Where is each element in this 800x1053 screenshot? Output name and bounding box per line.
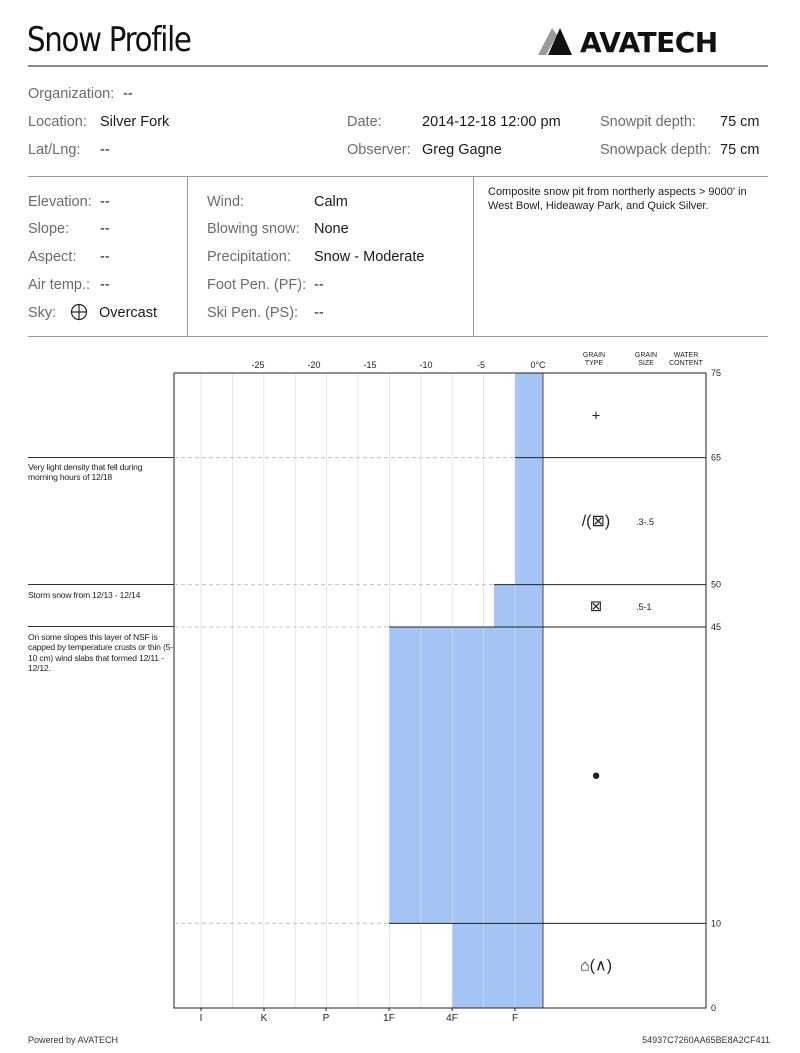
sky-value: Overcast	[99, 305, 158, 321]
column-header-line2: TYPE	[584, 360, 604, 367]
blowing-snow-value: None	[314, 221, 349, 237]
hardness-tick-label: K	[260, 1013, 268, 1024]
column-header-line2: CONTENT	[669, 360, 703, 367]
sky-label: Sky:	[28, 305, 57, 321]
precipitation-value: Snow - Moderate	[314, 249, 425, 265]
aspect-value: --	[100, 249, 110, 265]
hardness-tick-label: P	[322, 1013, 330, 1024]
column-header-line1: WATER	[673, 352, 699, 359]
air-temp-value: --	[100, 277, 110, 293]
layer-note-1: Very light density that fell during morning hours of 12/18	[28, 462, 143, 483]
elevation-value: --	[100, 194, 110, 210]
brand-name: AVATECH	[580, 26, 718, 59]
ski-pen-value: --	[314, 305, 324, 321]
depth-tick-label: 10	[711, 918, 722, 929]
grain-type-symbol: ●	[591, 767, 601, 785]
date-label: Date:	[347, 114, 382, 130]
layer-bar-3	[389, 627, 543, 923]
hardness-tick-label: I	[199, 1013, 203, 1024]
hardness-tick-label: 1F	[383, 1013, 395, 1024]
location-label: Location:	[28, 114, 87, 130]
temperature-tick-label: -10	[419, 360, 433, 370]
ski-pen-label: Ski Pen. (PS):	[207, 305, 299, 321]
snowpit-depth-label: Snowpit depth:	[600, 114, 696, 130]
column-header-line1: GRAIN	[634, 352, 658, 359]
latlng-label: Lat/Lng:	[28, 142, 81, 158]
foot-pen-value: --	[314, 277, 324, 293]
page-title: Snow Profile	[27, 20, 191, 60]
snowpit-depth-value: 75 cm	[720, 114, 760, 130]
grain-size-label: .3-.5	[636, 517, 655, 528]
layer-note-3: On some slopes this layer of NSF is capped by temperature crusts or thin (5-10 cm) wind slabs that formed 12/11 - 12/12.	[28, 632, 173, 673]
layer-bar-0	[515, 373, 543, 458]
temperature-tick-label: 0°C	[530, 360, 546, 370]
grain-type-symbol: ⌂(∧)	[579, 957, 613, 975]
grain-type-symbol: /(⊠)	[581, 513, 611, 531]
foot-pen-label: Foot Pen. (PF):	[207, 277, 307, 293]
slope-value: --	[100, 221, 110, 237]
depth-tick-label: 50	[711, 579, 722, 590]
grain-size-label: .5-1	[636, 601, 652, 612]
depth-tick-label: 45	[711, 622, 722, 632]
snowpack-depth-label: Snowpack depth:	[600, 142, 712, 158]
conditions-divider-2	[473, 177, 474, 337]
temperature-tick-label: -5	[476, 360, 486, 370]
location-value: Silver Fork	[100, 114, 170, 130]
temperature-tick-label: -15	[363, 360, 377, 370]
column-header-line2: SIZE	[638, 360, 654, 367]
wind-value: Calm	[314, 194, 348, 210]
aspect-label: Aspect:	[28, 249, 77, 265]
info-divider	[28, 176, 768, 177]
hardness-tick-label: F	[511, 1013, 519, 1024]
observer-value: Greg Gagne	[422, 142, 502, 158]
slope-label: Slope:	[28, 221, 70, 237]
depth-tick-label: 65	[711, 452, 722, 463]
latlng-value: --	[100, 142, 110, 158]
conditions-divider-1	[187, 177, 188, 337]
layer-bar-2	[494, 585, 543, 627]
avatech-logo-icon	[536, 22, 576, 62]
observer-label: Observer:	[347, 142, 411, 158]
depth-tick-label: 75	[711, 368, 722, 378]
profile-id: 54937C7260AA65BE8A2CF411	[642, 1035, 770, 1045]
snow-profile-chart	[0, 340, 800, 1030]
depth-tick-label: 0	[711, 1003, 717, 1013]
air-temp-label: Air temp.:	[28, 277, 91, 293]
grain-type-symbol: ⊠	[589, 597, 603, 615]
profile-comment: Composite snow pit from northerly aspects > 9000' in West Bowl, Hideaway Park, and Quick Silver.	[488, 186, 747, 213]
organization-label: Organization:	[28, 86, 115, 102]
snowpack-depth-value: 75 cm	[720, 142, 760, 158]
blowing-snow-label: Blowing snow:	[207, 221, 300, 237]
powered-by: Powered by AVATECH	[28, 1035, 119, 1045]
overcast-sky-icon	[70, 303, 88, 321]
column-header-line1: GRAIN	[582, 352, 606, 359]
hardness-tick-label: 4F	[446, 1013, 458, 1024]
conditions-bottom-divider	[28, 336, 768, 337]
temperature-tick-label: -25	[251, 360, 265, 370]
layer-bar-4	[452, 923, 543, 1008]
date-value: 2014-12-18 12:00 pm	[422, 114, 561, 130]
header-divider	[28, 65, 768, 67]
grain-type-symbol: +	[591, 407, 601, 425]
brand-logo	[536, 22, 770, 62]
organization-value: --	[123, 86, 133, 102]
layer-bar-1	[515, 458, 543, 585]
layer-note-2: Storm snow from 12/13 - 12/14	[28, 590, 141, 600]
precipitation-label: Precipitation:	[207, 249, 291, 265]
elevation-label: Elevation:	[28, 194, 92, 210]
wind-label: Wind:	[207, 194, 245, 210]
temperature-tick-label: -20	[307, 360, 321, 370]
